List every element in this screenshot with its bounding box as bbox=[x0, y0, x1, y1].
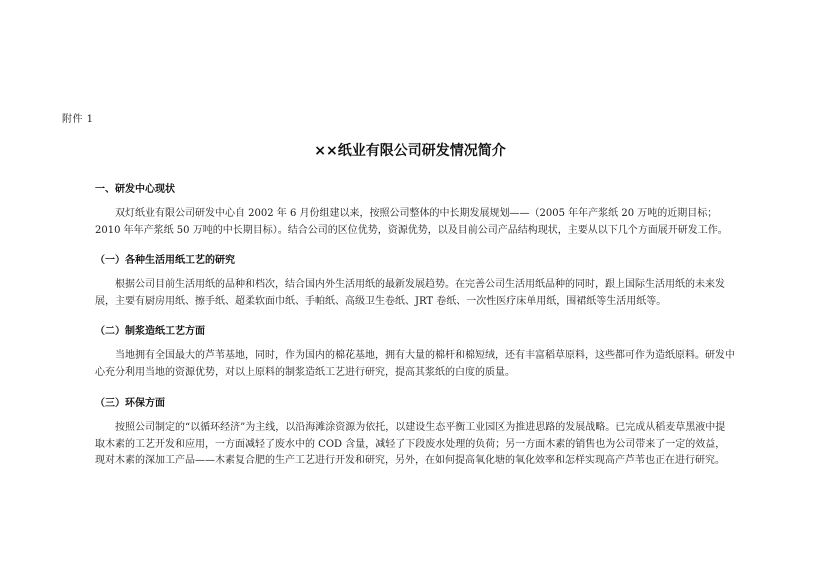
subsection-heading-2: （二）制浆造纸工艺方面 bbox=[95, 326, 205, 337]
subsection-paragraph-3: 按照公司制定的“以循环经济”为主线，以沿海滩涂资源为依托，以建设生态平衡工业园区为推进思路的发展战略。已完成从稻麦草黑液中提取木素的工艺开发和应用，一方面减轻了废水中的 COD 含量，减轻了下段废水处理的负荷；另一方面木素的销售也为公司带来了一定的效益，现对木素的深加工产品——木素复合肥的生产工艺进行开发和研究，另外，在如何提高氧化塘的氧化效率和怎样实现高产芦苇也正在进行研究。 bbox=[95, 422, 726, 466]
subsection-heading-3: （三）环保方面 bbox=[95, 398, 165, 409]
section-paragraph-1: 双灯纸业有限公司研发中心自 2002 年 6 月份组建以来，按照公司整体的中长期发展规划——（2005 年年产浆纸 20 万吨的近期目标；2010 年年产浆纸 50 万吨的中长期目标）。结合公司的区位优势，资源优势，以及目前公司产品结构现状，主要从以下几个方面展开研发工作。 bbox=[95, 208, 728, 236]
attachment-label: 附件 1 bbox=[62, 114, 94, 125]
subsection-paragraph-2: 当地拥有全国最大的芦苇基地，同时，作为国内的棉花基地，拥有大量的棉杆和棉短绒，还有丰富稻草原料，这些都可作为造纸原料。研发中心充分利用当地的资源优势，对以上原料的制浆造纸工艺进行研究，提高其浆纸的白度的质量。 bbox=[95, 350, 735, 378]
section-heading-1: 一、研发中心现状 bbox=[95, 184, 175, 195]
subsection-heading-1: （一）各种生活用纸工艺的研究 bbox=[95, 255, 235, 266]
document-title: ××纸业有限公司研发情况简介 bbox=[314, 143, 506, 159]
subsection-paragraph-1: 根据公司目前生活用纸的品种和档次，结合国内外生活用纸的最新发展趋势。在完善公司生活用纸品种的同时，跟上国际生活用纸的未来发展，主要有厨房用纸、擦手纸、超柔软面巾纸、手帕纸、高级卫生卷纸、JRT 卷纸、一次性医疗床单用纸，围裙纸等生活用纸等。 bbox=[95, 279, 725, 307]
